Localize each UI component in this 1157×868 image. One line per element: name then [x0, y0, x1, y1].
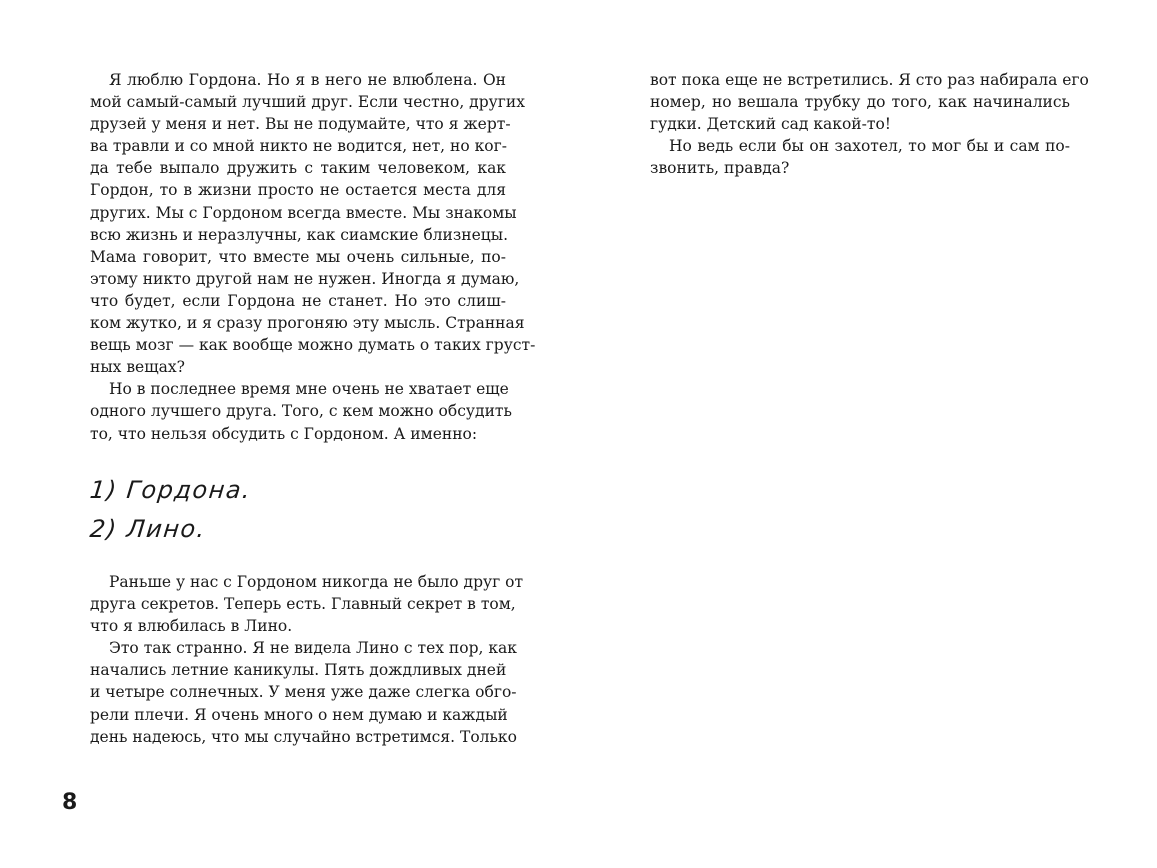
- text-line: да тебе выпало дружить с таким человеком, как: [90, 159, 506, 178]
- left-column-bottom: [90, 571, 524, 748]
- text-line: ных вещах?: [90, 358, 185, 377]
- page-number: 8: [62, 790, 78, 815]
- text-line: Мама говорит, что вместе мы очень сильные, по-: [90, 247, 506, 266]
- text-line: всю жизнь и неразлучны, как сиамские близнецы.: [90, 225, 509, 244]
- text-line: Я люблю Гордона. Но я в него не влюблена. Он: [109, 71, 506, 89]
- handwritten-item-2: 2) Лино.: [88, 515, 208, 543]
- text-line: друга секретов. Теперь есть. Главный секрет в том,: [90, 595, 516, 614]
- text-line: рели плечи. Я очень много о нем думаю и каждый: [90, 705, 508, 724]
- text-line: и четыре солнечных. У меня уже даже слегка обго-: [90, 683, 517, 702]
- text-line: номер, но вешала трубку до того, как начинались: [650, 93, 1070, 112]
- text-line: начались летние каникулы. Пять дождливых дней: [90, 661, 507, 680]
- text-line: Но ведь если бы он захотел, то мог бы и сам по-: [669, 137, 1070, 156]
- text-line: что будет, если Гордона не станет. Но это слиш-: [90, 291, 506, 310]
- text-line: день надеюсь, что мы случайно встретимся. Только: [90, 727, 517, 746]
- text-line: Гордон, то в жизни просто не остается места для: [90, 181, 506, 200]
- text-line: Это так странно. Я не видела Лино с тех пор, как: [109, 639, 517, 658]
- text-line: что я влюбилась в Лино.: [90, 617, 293, 636]
- left-column-top: [90, 69, 536, 445]
- text-line: одного лучшего друга. Того, с кем можно обсудить: [90, 402, 512, 421]
- text-line: этому никто другой нам не нужен. Иногда я думаю,: [90, 269, 520, 288]
- text-line: Раньше у нас с Гордоном никогда не было друг от: [109, 573, 524, 591]
- text-line: ком жутко, и я сразу прогоняю эту мысль. Странная: [90, 314, 525, 333]
- text-line: вот пока еще не встретились. Я сто раз набирала его: [650, 71, 1089, 89]
- text-line: звонить, правда?: [650, 159, 790, 178]
- text-line: мой самый-самый лучший друг. Если честно, других: [90, 93, 525, 112]
- handwritten-item-1: 1) Гордона.: [88, 476, 253, 504]
- text-line: друзей у меня и нет. Вы не подумайте, что я жерт-: [90, 115, 511, 134]
- text-line: других. Мы с Гордоном всегда вместе. Мы знакомы: [90, 203, 517, 222]
- right-column: [650, 69, 1089, 179]
- text-line: гудки. Детский сад какой-то!: [650, 115, 892, 134]
- text-line: то, что нельзя обсудить с Гордоном. А именно:: [90, 424, 478, 443]
- text-line: Но в последнее время мне очень не хватает еще: [109, 380, 509, 399]
- text-line: ва травли и со мной никто не водится, нет, но ког-: [90, 137, 507, 156]
- text-line: вещь мозг — как вообще можно думать о таких груст-: [90, 336, 536, 355]
